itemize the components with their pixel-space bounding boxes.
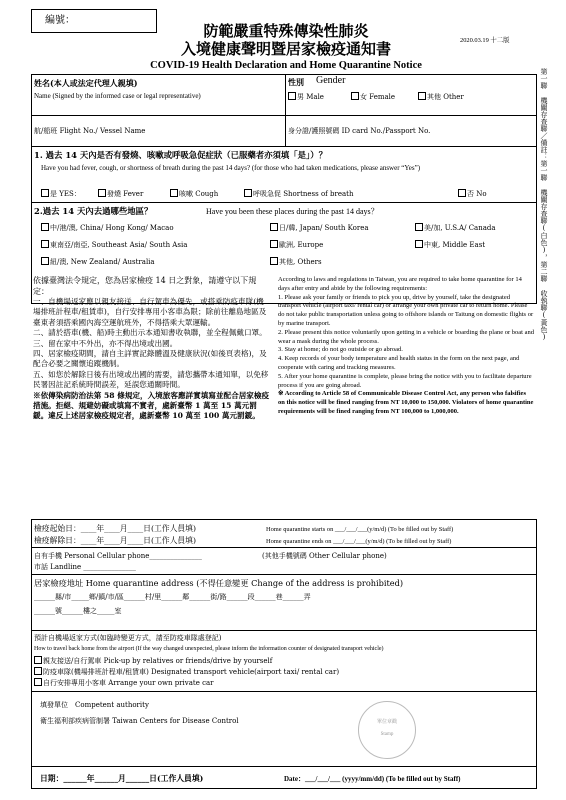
notice-en-item: 2. Please present this notice voluntarily upon getting in a vehicle or boarding the plane or boat and wear a mask during the whole process. xyxy=(278,328,534,345)
notice-zh-intro: 依據臺灣法令規定，您為居家檢疫 14 日之對象，請遵守以下規定： xyxy=(33,276,257,296)
name-label-zh: 姓名(本人或法定代理人親填) xyxy=(34,78,138,88)
gender-label-en: Gender xyxy=(316,75,346,86)
q1-no-checkbox[interactable] xyxy=(458,189,466,197)
q1-yes-option[interactable]: 是 YES： xyxy=(41,189,81,199)
q1-fever-option[interactable]: 發燒 Fever xyxy=(98,189,143,199)
transport-option-private-car[interactable]: 自行安排專用小客車 Arrange your own private car xyxy=(34,678,214,688)
notice-en-item: 5. After your home quarantine is complete, please bring the notice with you to facilitate departure process if you are going abroad. xyxy=(278,372,532,389)
place-option[interactable]: 中/港/澳, China/ Hong Kong/ Macao xyxy=(41,223,174,233)
name-label-en: Name (Signed by the informed case or legal representative) xyxy=(34,92,201,100)
notice-zh-item: 三、留在家中不外出，亦不得出境或出國。 xyxy=(33,338,178,348)
cdc-name: 衛生福利部疾病管制署 Taiwan Centers for Disease Control xyxy=(40,717,239,725)
quarantine-start-en: Home quarantine starts on ___/___/___(y/m/d) (To be filled out by Staff) xyxy=(266,526,454,533)
notice-en-penalty: ※ According to Article 58 of Communicable Disease Control Act, any person who falsifies on this notice will be fined ranging from NT 10,000 to 150,000. Violators of home quarantine requirements will be fined ranging from NT 100,000 to 1,000,000. xyxy=(278,390,534,415)
place-option[interactable]: 東南亞/南亞, Southeast Asia/ South Asia xyxy=(41,240,187,250)
notice-zh-item: 四、居家檢疫期間，請自主詳實記錄體溫及健康狀況(如後頁表格)，及配合必要之關懷追蹤機制。 xyxy=(33,349,267,369)
competent-authority-label: 填發單位 Competent authority xyxy=(40,701,149,709)
notice-en-item: 3. Stay at home; do not go outside or go abroad. xyxy=(278,346,403,354)
place-checkbox[interactable] xyxy=(270,257,278,265)
q2-question-en: Have you been these places during the past 14 days？ xyxy=(206,207,379,216)
notice-zh-item: 二、請於搭車(機、船)時主動出示本通知書收執聯，並全程佩戴口罩。 xyxy=(33,328,267,338)
q1-sob-checkbox[interactable] xyxy=(244,189,252,197)
side-note: 第一聯 機關存查聯／備註：第一聯 機關存查聯(白色)，第二聯 收執聯(黃色) xyxy=(540,68,548,341)
quarantine-end-date[interactable]: 檢疫解除日：____年____月____日(工作人員填) xyxy=(34,536,197,545)
place-checkbox[interactable] xyxy=(270,240,278,248)
transport-option-taxi[interactable]: 防疫車隊(機場排班計程車/租賃車) Designated transport vehicle(airport taxi/ rental car) xyxy=(34,667,339,677)
place-checkbox[interactable] xyxy=(41,257,49,265)
title-en: COVID-19 Health Declaration and Home Quarantine Notice xyxy=(150,60,422,71)
place-checkbox[interactable] xyxy=(415,223,423,231)
q1-no-option[interactable]: 否 No xyxy=(458,189,487,199)
notice-en-item: 4. Keep records of your body temperature and health status in the form on the next page, and cooperate with caring and tracking measures. xyxy=(278,355,520,371)
gender-male-option[interactable]: 男 Male xyxy=(288,92,324,102)
notice-zh-item: 五、如您於解除日後有出境或出國的需要，請您攜帶本通知單，以免移民署因註記系統時間誤差，延誤您通關時間。 xyxy=(33,369,269,390)
gender-other-option[interactable]: 其他 Other xyxy=(418,92,464,102)
q1-sob-option[interactable]: 呼吸急促 Shortness of breath xyxy=(244,189,353,199)
male-checkbox[interactable] xyxy=(288,92,296,100)
footer-date-en[interactable]: Date：___/___/___ (yyyy/mm/dd) (To be filled out by Staff) xyxy=(284,775,461,783)
place-option[interactable]: 美/加, U.S.A/ Canada xyxy=(415,223,496,233)
transport-title: 預計自機場返家方式(如臨時變更方式，請至防疫車隊處登記) xyxy=(34,634,222,642)
place-option[interactable]: 中東, Middle East xyxy=(415,240,485,250)
notice-en-item: 1. Please ask your family or friends to pick you up, drive by yourself, take the designated transport vehicle (airport taxi/ rental car) or arrange your own private car to return home. Please do not take public transportation unless going to offshore islands or Taitung on domestic flights or by marine transport. xyxy=(278,293,534,327)
q2-question-zh: 2.過去 14 天內去過哪些地區？ xyxy=(34,206,153,216)
other-mobile-field[interactable]: (其他手機號碼 Other Cellular phone) xyxy=(262,552,387,560)
q1-cough-checkbox[interactable] xyxy=(170,189,178,197)
female-checkbox[interactable] xyxy=(351,92,359,100)
place-checkbox[interactable] xyxy=(270,223,278,231)
q1-question-en: Have you had fever, cough, or shortness of breath during the past 14 days? (for those who had taken medications, please answer “Yes”) xyxy=(41,164,421,172)
quarantine-end-en: Home quarantine ends on ___/___/___(y/m/d) (To be filled out by Staff) xyxy=(266,538,452,545)
home-address-label: 居家檢疫地址 Home quarantine address (不得任意變更 Change of the address is prohibited) xyxy=(34,578,404,588)
place-option[interactable]: 紐/澳, New Zealand/ Australia xyxy=(41,257,155,267)
notice-en xyxy=(278,276,534,417)
serial-number-label: 編號： xyxy=(45,15,75,26)
place-option[interactable]: 歐洲, Europe xyxy=(270,240,323,250)
gender-label: 性別 xyxy=(288,77,304,87)
q1-yes-checkbox[interactable] xyxy=(41,189,49,197)
id-label: 身分證/護照號碼 ID card No./Passport No. xyxy=(288,127,431,135)
place-option[interactable]: 日/韓, Japan/ South Korea xyxy=(270,223,369,233)
notice-zh xyxy=(33,275,271,422)
place-checkbox[interactable] xyxy=(41,223,49,231)
place-checkbox[interactable] xyxy=(41,240,49,248)
q1-fever-checkbox[interactable] xyxy=(98,189,106,197)
notice-en-intro: According to laws and regulations in Taiwan, you are required to take home quarantine for 14 days after entry and abide by the following requirements: xyxy=(278,276,522,292)
stamp-text: 單位章戳 xyxy=(376,719,397,725)
private-car-checkbox[interactable] xyxy=(34,678,42,686)
notice-zh-item: 一、自機場返家應以親友接送、自行駕車為優先，或搭乘防疫車隊(機場排班計程車/租賃車)，自行安排專用小客車為限；除前往離島地區及臺東者須搭乘國內海空運航班外，不得搭乘大眾運輸。 xyxy=(33,297,267,327)
unit-stamp xyxy=(358,701,416,759)
home-address-line1[interactable]: ______縣/市_____鄉/鎮/市/區______村/里______鄰______街/路______段______巷______弄 xyxy=(34,593,311,601)
notice-zh-penalty: ※依傳染病防治法第 58 條規定，入境旅客應詳實填寫並配合居家檢疫措施。拒絕、規避妨礙或填寫不實者，處新臺幣 1 萬至 15 萬元罰鍰。違反上述居家檢疫規定者，處新臺幣 10 萬至 100 萬元罰鍰。 xyxy=(33,390,270,421)
transport-option-pickup[interactable]: 親友接送/自行駕車 Pick-up by relatives or friends/drive by yourself xyxy=(34,656,272,666)
other-checkbox[interactable] xyxy=(418,92,426,100)
taxi-checkbox[interactable] xyxy=(34,667,42,675)
version-label: 2020.03.19 十二版 xyxy=(460,37,510,44)
flight-label: 航/船班 Flight No./ Vessel Name xyxy=(34,127,146,135)
transport-subtitle: How to travel back home from the airport (If the way changed unexpected, please inform the information counter of designated transport vehicle) xyxy=(34,646,384,652)
home-address-line2[interactable]: ______號______樓之_____室 xyxy=(34,607,122,615)
q1-question-zh: 1. 過去 14 天內是否有發燒、咳嗽或呼吸急促症狀（已服藥者亦須填「是」）？ xyxy=(34,150,327,160)
stamp-text-en: Stamp xyxy=(380,732,394,737)
quarantine-start-date[interactable]: 檢疫起始日：____年____月____日(工作人員填) xyxy=(34,524,197,533)
title-zh-line2: 入境健康聲明暨居家檢疫通知書 xyxy=(180,40,391,58)
footer-date-zh[interactable]: 日期：______年______月______日(工作人員填) xyxy=(40,774,204,783)
q1-cough-option[interactable]: 咳嗽 Cough xyxy=(170,189,218,199)
title-zh-line1: 防範嚴重特殊傳染性肺炎 xyxy=(203,22,369,40)
pickup-checkbox[interactable] xyxy=(34,656,42,664)
personal-mobile-field[interactable]: 自有手機 Personal Cellular phone_______________ xyxy=(34,552,202,560)
place-option[interactable]: 其他, Others xyxy=(270,257,322,267)
landline-field[interactable]: 市話 Landline _______________ xyxy=(34,563,136,571)
place-checkbox[interactable] xyxy=(415,240,423,248)
gender-female-option[interactable]: 女 Female xyxy=(351,92,395,102)
